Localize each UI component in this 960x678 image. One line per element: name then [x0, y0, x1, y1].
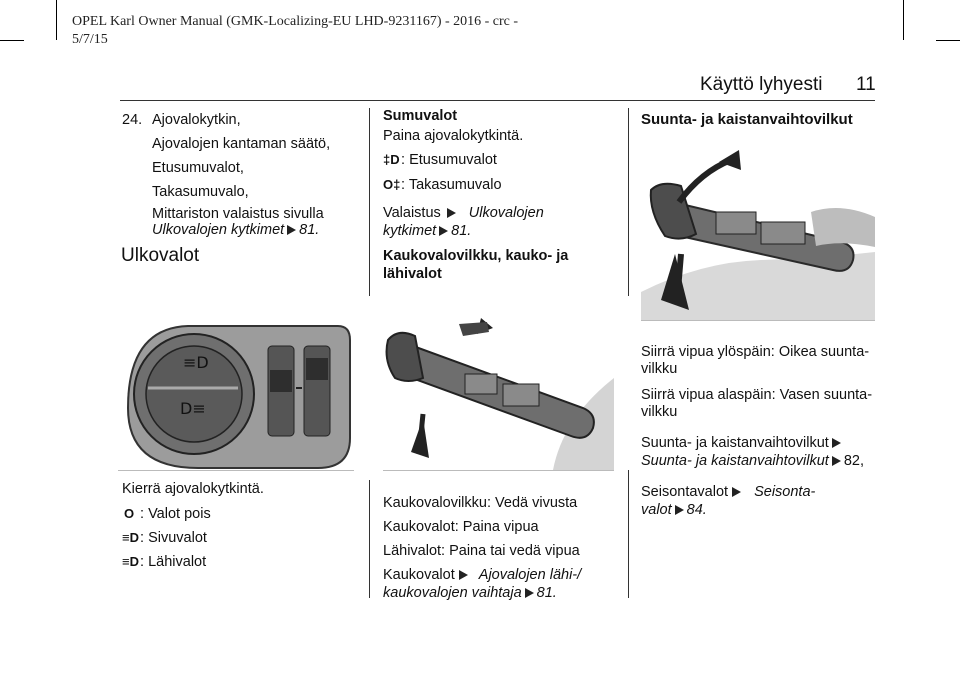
caption-line: Kaukovalovilkku: Vedä vivusta [383, 495, 578, 511]
column-2-top [383, 108, 623, 282]
cross-reference-page[interactable]: 81. [299, 222, 320, 238]
legend-row [122, 504, 264, 524]
crop-mark [0, 40, 24, 41]
caption: Kierrä ajovalokytkintä. [122, 481, 264, 497]
caption-line: Lähivalot: Paina tai vedä vipua [383, 543, 580, 559]
caption-line: Kaukovalot: Paina vipua [383, 519, 539, 535]
header-rule [120, 100, 875, 101]
cross-reference-text[interactable]: Ulkovalojen [468, 205, 544, 221]
cross-reference-text[interactable]: Suunta- ja kaistanvaihtovilkut [641, 453, 829, 469]
arrow-right-icon [732, 487, 741, 497]
reference-prefix: Seisontavalot [641, 484, 729, 500]
legend-row [383, 150, 623, 170]
legend-text: : Sivuvalot [140, 530, 207, 546]
subheading: Kaukovalovilkku, kauko- ja [383, 248, 569, 264]
side-lights-icon: ≡D [122, 530, 139, 545]
arrow-right-icon [439, 226, 448, 236]
high-beam-lever-drawing [383, 318, 614, 470]
cross-reference[interactable] [641, 434, 881, 453]
legend-text: : Etusumuvalot [401, 152, 497, 168]
light-switch-illustration [118, 318, 354, 471]
cross-reference-text[interactable]: Ulkovalojen kytkimet [152, 222, 285, 238]
arrow-right-icon [459, 570, 468, 580]
cross-reference-page[interactable]: 82, [843, 453, 864, 469]
cross-reference[interactable] [383, 566, 623, 585]
legend-text: : Takasumuvalo [401, 177, 502, 193]
cross-reference-text[interactable]: Ajovalojen lähi-/ [478, 567, 582, 583]
column-divider [369, 108, 370, 296]
item-number: 24. [122, 112, 143, 128]
item-24-lines [152, 111, 330, 239]
turn-signal-lever-drawing [641, 142, 875, 320]
cross-reference-text[interactable]: Seisonta- [754, 484, 816, 500]
legend-text: : Valot pois [140, 506, 211, 522]
cross-reference-page[interactable]: 81. [536, 585, 557, 601]
column-divider [628, 108, 629, 296]
reference-prefix: Valaistus [383, 205, 441, 221]
legend-row [122, 552, 264, 572]
svg-text:≡D: ≡D [183, 353, 209, 372]
cross-reference[interactable] [641, 502, 881, 518]
svg-text:D≡: D≡ [180, 399, 206, 418]
legend-row [122, 528, 264, 548]
reference-prefix: Kaukovalot [383, 567, 455, 583]
item-line: Takasumuvalo, [152, 184, 249, 200]
section-heading: Ulkovalot [121, 245, 200, 266]
arrow-right-icon [525, 588, 534, 598]
arrow-right-icon [832, 438, 841, 448]
subheading: Suunta- ja kaistanvaihtovilkut [641, 111, 853, 128]
cross-reference[interactable] [383, 204, 623, 223]
crop-mark [936, 40, 960, 41]
paragraph-line: vilkku [641, 404, 678, 420]
cross-reference[interactable] [152, 222, 330, 239]
paragraph-line: vilkku [641, 361, 678, 377]
cross-reference[interactable] [641, 453, 881, 469]
cross-reference-text[interactable]: kaukovalojen vaihtaja [383, 585, 522, 601]
cross-reference[interactable] [383, 223, 623, 239]
paragraph: Paina ajovalokytkintä. [383, 128, 524, 144]
reference-prefix: Suunta- ja kaistanvaihtovilkut [641, 435, 829, 451]
item-line: Ajovalojen kantaman säätö, [152, 136, 331, 152]
front-fog-icon: ‡D [383, 152, 400, 167]
section-title: Käyttö lyhyesti [700, 74, 823, 95]
cross-reference[interactable] [641, 483, 881, 502]
cross-reference-page[interactable]: 81. [451, 223, 472, 239]
column-3-text [641, 343, 881, 518]
paragraph-line: Siirrä vipua ylöspäin: Oikea suunta- [641, 344, 870, 360]
header-line-1: OPEL Karl Owner Manual (GMK-Localizing-EU LHD-9231167) - 2016 - crc - [72, 14, 519, 29]
cross-reference[interactable] [383, 585, 623, 601]
rear-fog-icon: O‡ [383, 177, 401, 192]
item-line: Ajovalokytkin, [152, 112, 241, 128]
subheading: lähivalot [383, 266, 442, 282]
column-1-bottom [122, 480, 264, 572]
high-beam-lever-illustration [383, 318, 614, 471]
turn-signal-lever-illustration [641, 142, 875, 321]
paragraph-line: Siirrä vipua alaspäin: Vasen suunta- [641, 387, 873, 403]
arrow-right-icon [287, 225, 296, 235]
crop-mark [903, 0, 904, 40]
column-divider [369, 480, 370, 598]
column-divider [628, 470, 629, 598]
arrow-right-icon [447, 208, 456, 218]
lights-off-icon: O [123, 506, 135, 521]
arrow-right-icon [675, 505, 684, 515]
subheading: Sumuvalot [383, 108, 458, 124]
document-header [72, 13, 518, 49]
header-line-2: 5/7/15 [72, 32, 108, 47]
item-line: Etusumuvalot, [152, 160, 244, 176]
low-beam-icon: ≡D [122, 554, 139, 569]
page-number: 11 [856, 74, 876, 95]
item-line: Mittariston valaistus sivulla [152, 206, 324, 222]
light-switch-drawing [118, 318, 354, 470]
arrow-right-icon [832, 456, 841, 466]
legend-text: : Lähivalot [140, 554, 207, 570]
column-2-bottom [383, 494, 623, 601]
legend-row [383, 175, 623, 195]
cross-reference-page[interactable]: 84. [686, 502, 707, 518]
crop-mark [56, 0, 57, 40]
cross-reference-text[interactable]: valot [641, 502, 672, 518]
cross-reference-text[interactable]: kytkimet [383, 223, 437, 239]
